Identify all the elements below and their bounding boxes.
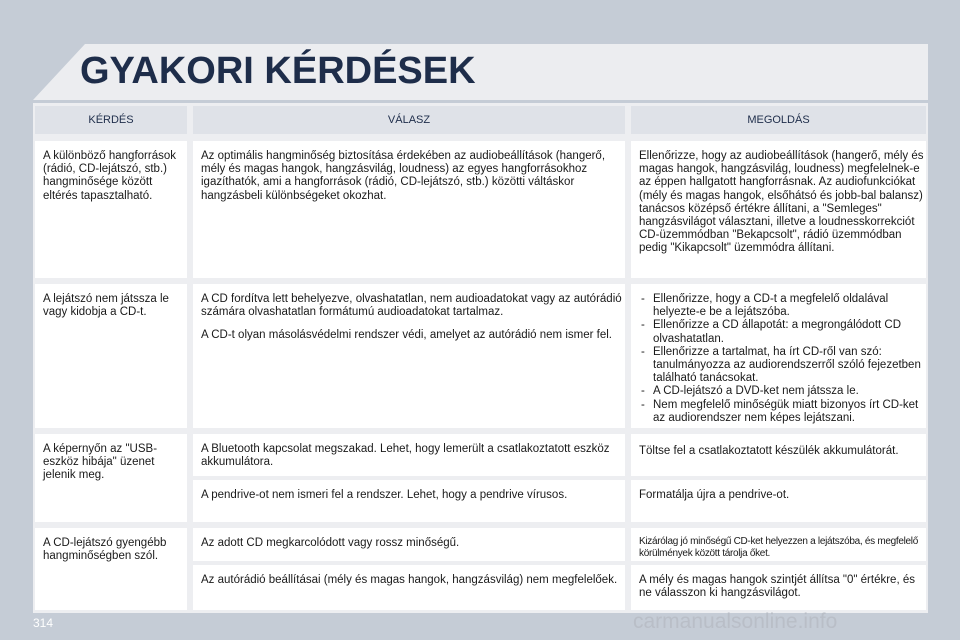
page-title: GYAKORI KÉRDÉSEK: [80, 50, 476, 92]
watermark: carmanualsonline.info: [633, 610, 838, 633]
row2-answer-paragraph-1: A CD fordítva lett behelyezve, olvashatatlan, nem audioadatokat vagy az autórádió számára olvashatatlan formátumú audioadatokat tartalmaz.: [201, 293, 622, 319]
row2-solution-list: [639, 293, 926, 425]
list-item: - Ellenőrizze a CD állapotát: a megrongálódott CD olvashatatlan.: [639, 319, 926, 345]
list-item: - Nem megfelelő minőségük miatt bizonyos írt CD-ket az audiorendszer nem képes lejátszani.: [639, 399, 926, 425]
header-question: KÉRDÉS: [35, 106, 187, 134]
row4-solution-b: A mély és magas hangok szintjét állítsa "0" értékre, és ne válasszon ki hangzásvilágot.: [631, 565, 926, 610]
list-item: - Ellenőrizze a tartalmat, ha írt CD-ről van szó: tanulmányozza az audiorendszerről szóló fejezetben található tanácsokat.: [639, 346, 926, 386]
header-answer: VÁLASZ: [193, 106, 625, 134]
row4-answer-b: Az autórádió beállításai (mély és magas hangok, hangzásvilág) nem megfelelőek.: [193, 565, 625, 610]
row3-solution-b: Formatálja újra a pendrive-ot.: [631, 480, 926, 522]
row3-solution-a: Töltse fel a csatlakoztatott készülék akkumulátorát.: [631, 434, 926, 476]
row1-solution: Ellenőrizze, hogy az audiobeállítások (hangerő, mély és magas hangok, hangzásvilág, loudness) megfelelnek-e az éppen hallgatott hangforrásnak. Az audiofunkciókat (mély és magas hangok, elsőhátsó és jobb-bal balansz) tanácsos középső értékre állítani, a "Semleges" hangzásvilágot választani, illetve a loudnesskorrekciót CD-üzemmódban "Bekapcsolt", rádió üzemmódban pedig "Kikapcsolt" üzemmódra állítani.: [631, 141, 926, 278]
row4-question: A CD-lejátszó gyengébb hangminőségben szól.: [35, 528, 187, 610]
page-number: 314: [33, 616, 54, 630]
row3-answer-b: A pendrive-ot nem ismeri fel a rendszer. Lehet, hogy a pendrive vírusos.: [193, 480, 625, 522]
row1-question: A különböző hangforrások (rádió, CD-lejátszó, stb.) hangminősége között eltérés tapasztalható.: [35, 141, 187, 278]
row2-answer: [193, 284, 625, 428]
row2-question: A lejátszó nem játssza le vagy kidobja a CD-t.: [35, 284, 187, 428]
row3-question: A képernyőn az "USB-eszköz hibája" üzenet jelenik meg.: [35, 434, 187, 522]
header-solution: MEGOLDÁS: [631, 106, 926, 134]
row3-answer-a: A Bluetooth kapcsolat megszakad. Lehet, hogy lemerült a csatlakoztatott eszköz akkumulátora.: [193, 434, 625, 476]
row4-solution-a: Kizárólag jó minőségű CD-ket helyezzen a lejátszóba, és megfelelő körülmények között tárolja őket.: [631, 528, 926, 561]
row2-solution: [631, 284, 926, 428]
row2-answer-paragraph-2: A CD-t olyan másolásvédelmi rendszer védi, amelyet az autórádió nem ismer fel.: [201, 329, 612, 342]
row1-answer: Az optimális hangminőség biztosítása érdekében az audiobeállítások (hangerő, mély és magas hangok, hangzásvilág, loudness) az egyes hangforrásokhoz igazíthatók, ami a hangforrások (rádió, CD-lejátszó, stb.) közötti váltáskor hangzásbeli különbségeket okozhat.: [193, 141, 625, 278]
list-item: - A CD-lejátszó a DVD-ket nem játssza le.: [639, 385, 926, 398]
row4-answer-a: Az adott CD megkarcolódott vagy rossz minőségű.: [193, 528, 625, 561]
title-corner-notch: [33, 44, 85, 100]
list-item: - Ellenőrizze, hogy a CD-t a megfelelő oldalával helyezte-e be a lejátszóba.: [639, 293, 926, 319]
